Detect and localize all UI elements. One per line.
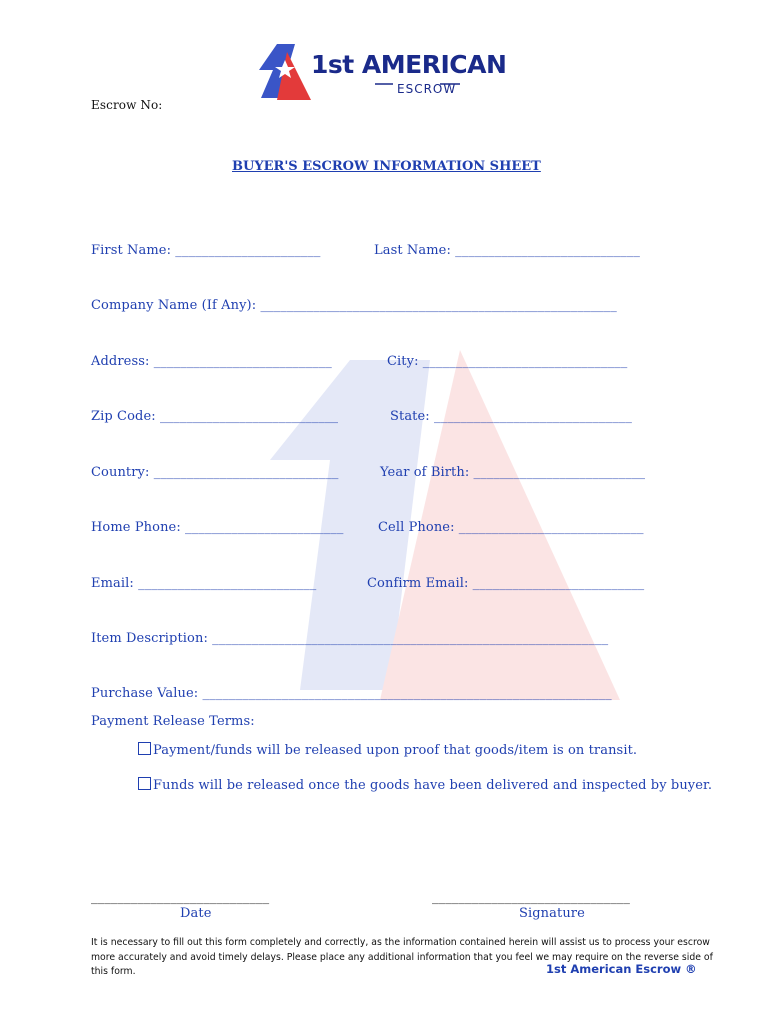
state-field[interactable]: State: ______________________________ [390,409,633,424]
confirm-email-field[interactable]: Confirm Email: __________________________ [367,576,645,591]
country-field[interactable]: Country: ____________________________ [91,465,339,480]
payment-option-delivered[interactable] [138,777,712,793]
payment-option-transit[interactable] [138,742,637,758]
city-field[interactable]: City: _______________________________ [387,354,628,369]
checkbox-transit[interactable] [138,742,151,755]
last-name-field[interactable]: Last Name: ____________________________ [374,243,640,258]
company-logo [255,40,505,112]
footer-line-2: more accurately and avoid timely delays. Please place any additional information that you feel we may require on the reverse side of [91,951,713,963]
cell-phone-field[interactable]: Cell Phone: ____________________________ [378,520,644,535]
escrow-no-label: Escrow No: [91,98,163,112]
item-description-field[interactable]: Item Description: ____________________________________________________________ [91,631,609,646]
footer-line-3: this form. [91,966,136,977]
first-name-field[interactable]: First Name: ______________________ [91,243,321,258]
footer-brand: 1st American Escrow ® [546,962,697,976]
page-title: BUYER'S ESCROW INFORMATION SHEET [232,159,541,174]
payment-option-transit-label: Payment/funds will be released upon proof that goods/item is on transit. [153,743,638,758]
email-field[interactable]: Email: ___________________________ [91,576,317,591]
signature-label: Signature [519,906,585,921]
checkbox-delivered[interactable] [138,777,151,790]
signature-line[interactable]: ______________________________ [432,890,630,905]
payment-release-label: Payment Release Terms: [91,714,255,729]
zip-code-field[interactable]: Zip Code: ___________________________ [91,409,339,424]
date-signature-line[interactable]: ___________________________ [91,890,270,905]
address-field[interactable]: Address: ___________________________ [91,354,332,369]
payment-option-delivered-label: Funds will be released once the goods have been delivered and inspected by buyer. [153,778,713,793]
logo-text-main: 1st AMERICAN [311,50,507,79]
date-label: Date [180,906,212,921]
year-of-birth-field[interactable]: Year of Birth: __________________________ [380,465,646,480]
purchase-value-field[interactable]: Purchase Value: ______________________________________________________________ [91,686,612,701]
home-phone-field[interactable]: Home Phone: ________________________ [91,520,344,535]
company-name-field[interactable]: Company Name (If Any): ______________________________________________________ [91,298,617,313]
logo-text-sub: ESCROW [397,82,457,96]
footer-line-1: It is necessary to fill out this form completely and correctly, as the information contained herein will assist us to process your escrow [91,937,710,948]
